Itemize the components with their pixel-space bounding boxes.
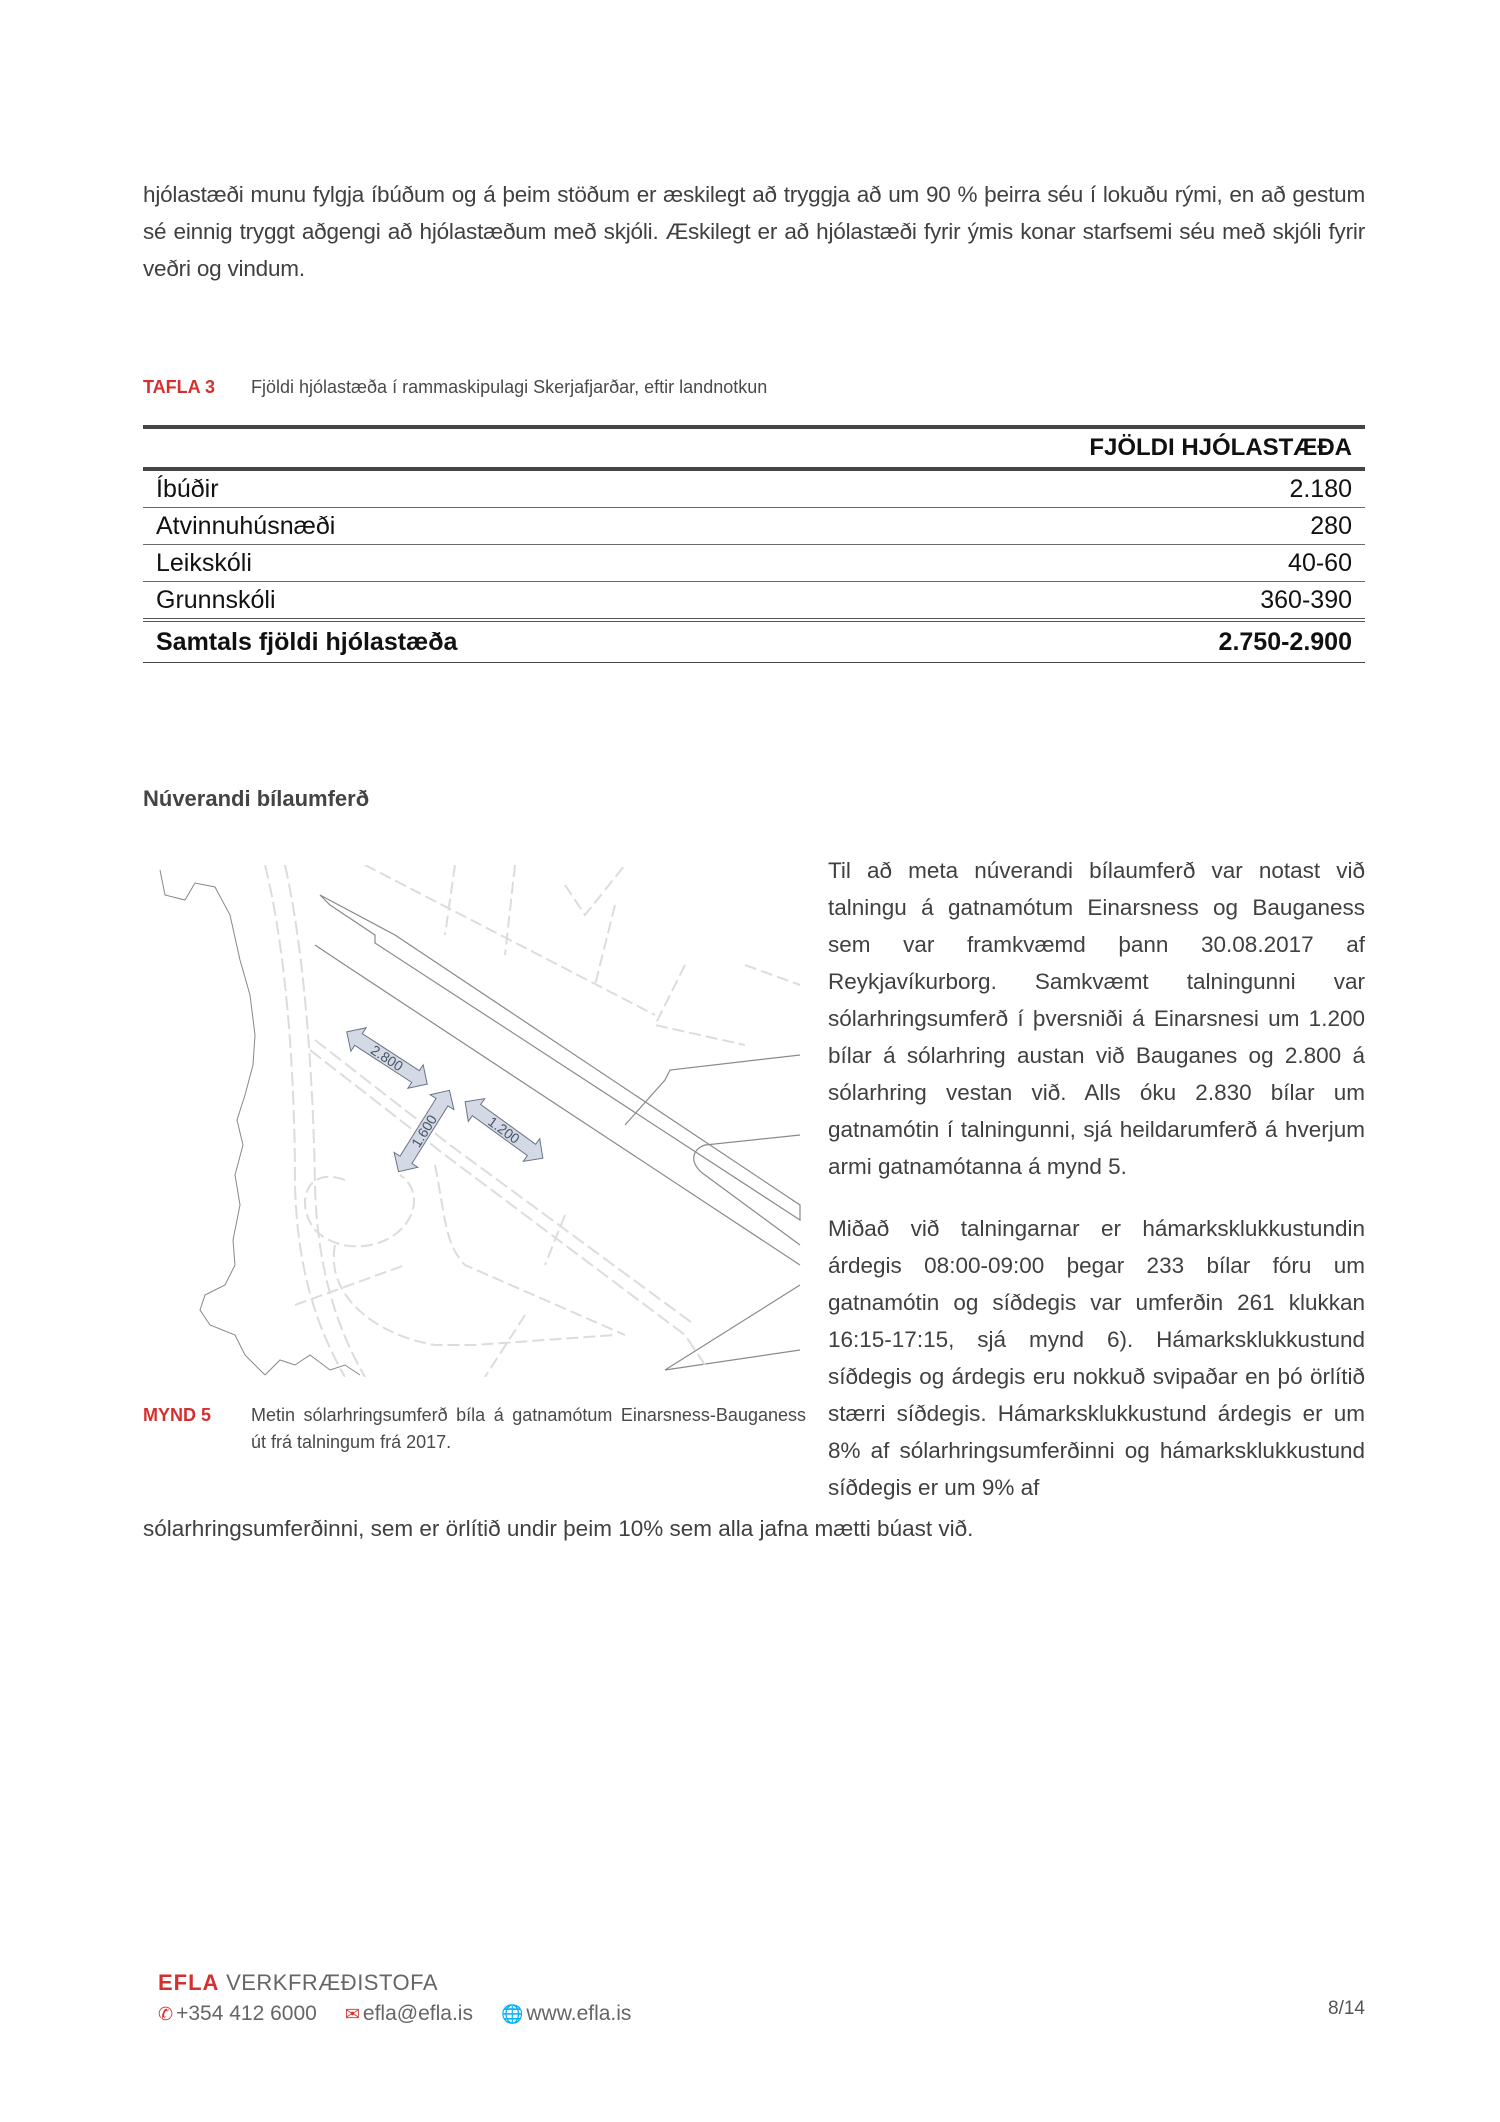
section-paragraph-1: Til að meta núverandi bílaumferð var notast við talningu á gatnamótum Einarsness og Bauganess sem var framkvæmd þann 30.08.2017 af Reykjavíkurborg. Samkvæmt talningunni var sólarhringsumferð í þversniði á Einarsnesi um 1.200 bílar á sólarhring austan við Bauganes og 2.800 á sólarhring vestan við. Alls óku 2.830 bílar um gatnamótin í talningunni, sjá heildarumferð á hverjum armi gatnamótanna á mynd 5. [828, 858, 1365, 1179]
row-value: 40-60 [792, 545, 1365, 582]
total-label: Samtals fjöldi hjólastæða [143, 620, 792, 663]
table-header-row [143, 427, 1365, 469]
brand-subtitle: VERKFRÆÐISTOFA [219, 1970, 439, 1995]
table-total-row [143, 620, 1365, 663]
globe-icon: 🌐 [500, 2003, 524, 2024]
section-heading: Núverandi bílaumferð [143, 786, 370, 811]
figure-caption-label: MYND 5 [143, 1405, 212, 1425]
footer-brand [158, 1970, 438, 1996]
traffic-arrow-east [457, 1090, 551, 1169]
table-header-count: FJÖLDI HJÓLASTÆÐA [792, 427, 1365, 469]
footer-email[interactable] [345, 2002, 473, 2026]
row-value: 2.180 [792, 469, 1365, 508]
table-row [143, 508, 1365, 545]
envelope-icon: ✉ [344, 2003, 360, 2024]
row-label: Leikskóli [143, 545, 792, 582]
traffic-arrow-west [339, 1020, 435, 1096]
section-paragraph-2: Miðað við talningarnar er hámarksklukkustundin árdegis 08:00-09:00 þegar 233 bílar fóru um gatnamótin og síðdegis var umferðin 261 klukkan 16:15-17:15, sjá mynd 6). Hámarksklukkustund síðdegis og árdegis eru nokkuð svipaðar en þó örlítið stærri síðdegis. Hámarksklukkustund árdegis er um 8% af sólarhringsumferðinni og hámarksklukkustund síðdegis er um 9% af [828, 1216, 1365, 1500]
total-value: 2.750-2.900 [792, 620, 1365, 663]
phone-icon: ✆ [158, 2003, 174, 2024]
row-label: Grunnskóli [143, 582, 792, 621]
row-value: 360-390 [792, 582, 1365, 621]
traffic-arrow-south [387, 1083, 462, 1179]
section-paragraph-2-continuation: sólarhringsumferðinni, sem er örlítið undir þeim 10% sem alla jafna mætti búast við. [143, 1516, 974, 1541]
table-row [143, 545, 1365, 582]
table-caption-text: Fjöldi hjólastæða í rammaskipulagi Skerjafjarðar, eftir landnotkun [251, 377, 768, 397]
arrow-label-south: 1.600 [407, 1111, 441, 1151]
footer-phone[interactable] [158, 2002, 317, 2026]
traffic-map-figure [145, 865, 805, 1377]
footer-contacts [158, 2002, 631, 2026]
row-label: Atvinnuhúsnæði [143, 508, 792, 545]
intro-paragraph: hjólastæði munu fylgja íbúðum og á þeim stöðum er æskilegt að tryggja að um 90 % þeirra séu í lokuðu rými, en að gestum sé einnig tryggt aðgengi að hjólastæðum með skjóli. Æskilegt er að hjólastæði fyrir ýmis konar starfsemi séu með skjóli fyrir veðri og vindum. [143, 182, 1365, 281]
bike-parking-table [143, 425, 1365, 663]
website-text: www.efla.is [526, 2002, 632, 2025]
table-row [143, 469, 1365, 508]
footer-website[interactable] [501, 2002, 631, 2026]
phone-text: +354 412 6000 [176, 2002, 317, 2025]
coastline [160, 870, 265, 1375]
email-text: efla@efla.is [362, 2002, 473, 2025]
figure-caption-text: Metin sólarhringsumferð bíla á gatnamótum Einarsness-Bauganess út frá talningum frá 2017. [251, 1405, 806, 1452]
efla-logo: EFLA [158, 1970, 220, 1995]
table-header-empty [143, 427, 792, 469]
row-label: Íbúðir [143, 469, 792, 508]
table-caption-label: TAFLA 3 [143, 377, 215, 397]
arrow-label-east: 1.200 [485, 1113, 523, 1147]
table-row [143, 582, 1365, 621]
arrow-label-west: 2.800 [367, 1041, 407, 1075]
page-number: 8/14 [1328, 1998, 1365, 2019]
row-value: 280 [792, 508, 1365, 545]
